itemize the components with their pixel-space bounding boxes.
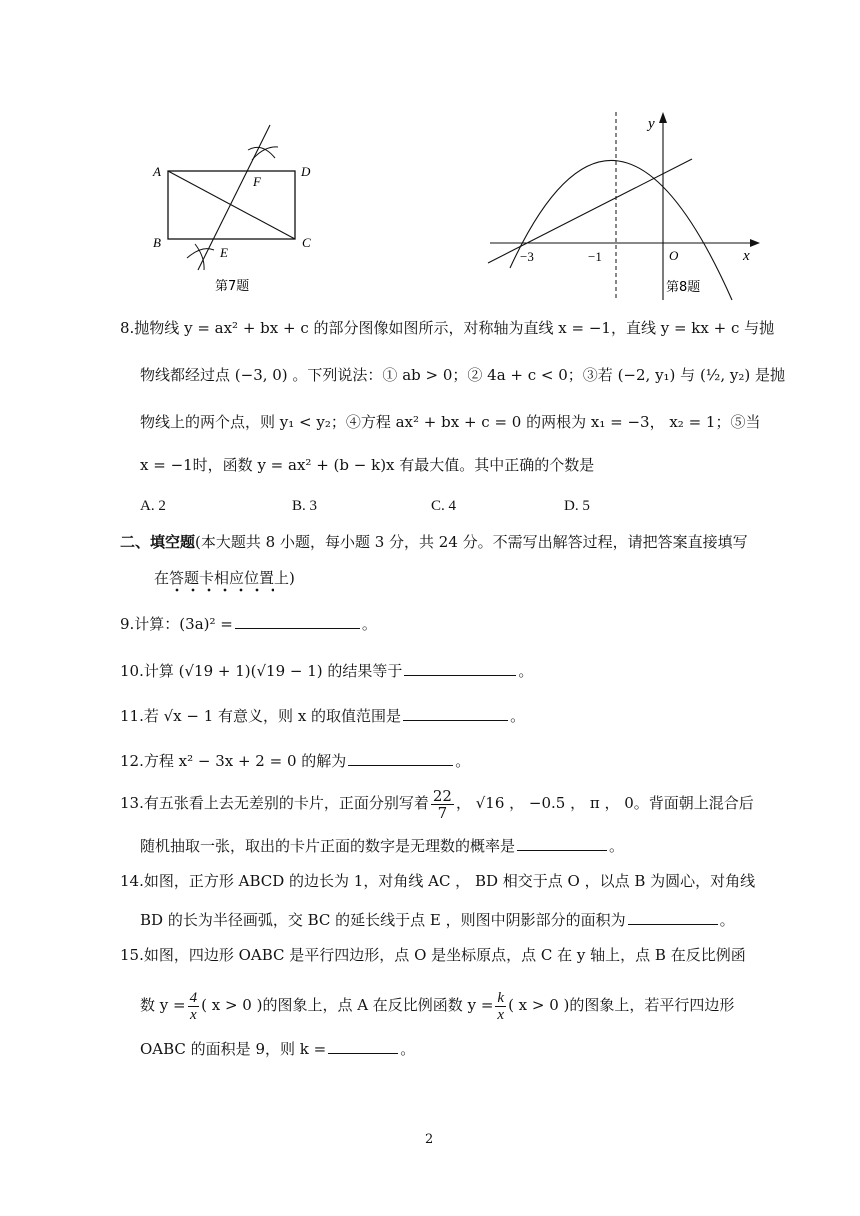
tick-neg3-label: −3 <box>520 249 534 264</box>
q15-f1-denominator: x <box>190 1006 197 1023</box>
q15-text-d: OABC 的面积是 9，则 k = <box>140 1040 327 1058</box>
q13-line2 <box>140 834 624 856</box>
q13-suffix: 。 <box>609 837 625 855</box>
section2-desc-line2 <box>154 568 295 588</box>
q15-text-c: ( x > 0 )的图象上，若平行四边形 <box>508 996 735 1014</box>
q13-text-c: 随机抽取一张，取出的卡片正面的数字是无理数的概率是 <box>140 837 516 855</box>
q15-fraction-2 <box>495 990 506 1023</box>
q13-text-b: ， √16 ， −0.5 ， π ， 0。背面朝上混合后 <box>455 794 754 812</box>
page-number: 2 <box>425 1132 434 1147</box>
q12-answer-blank[interactable] <box>348 749 453 766</box>
q15-fraction-1 <box>188 990 200 1023</box>
q11-text: 11.若 √x − 1 有意义，则 x 的取值范围是 <box>120 707 402 725</box>
q13-line1 <box>120 785 754 821</box>
figure-7 <box>140 120 340 300</box>
q14-text: BD 的长为半径画弧，交 BC 的延长线于点 E ，则图中阴影部分的面积为 <box>140 911 626 929</box>
q8-choice-a: A. 2 <box>140 498 166 514</box>
q15-line1: 15.如图，四边形 OABC 是平行四边形，点 O 是坐标原点，点 C 在 y 轴上，点 B 在反比例函 <box>120 946 746 964</box>
section2-desc: (本大题共 8 小题，每小题 3 分，共 24 分。不需写出解答过程，请把答案直接填写 <box>195 533 748 551</box>
q8-choice-b: B. 3 <box>292 498 318 514</box>
q11 <box>120 704 525 726</box>
q13-answer-blank[interactable] <box>517 834 607 851</box>
q10-text: 10.计算 (√19 + 1)(√19 − 1) 的结果等于 <box>120 662 403 680</box>
q11-answer-blank[interactable] <box>403 704 508 721</box>
point-B-label: B <box>153 235 161 250</box>
q13-frac-numerator: 22 <box>432 786 452 805</box>
section2-title: 二、填空题 <box>120 533 196 551</box>
point-D-label: D <box>301 164 311 179</box>
q8-line3: 物线上的两个点，则 y₁ < y₂；④方程 ax² + bx + c = 0 的两根为 x₁ = −3， x₂ = 1；⑤当 <box>140 413 761 431</box>
q14-line2 <box>140 908 735 930</box>
point-F-label: F <box>253 174 261 189</box>
tick-neg1-label: −1 <box>588 249 602 264</box>
q8-choice-d: D. 5 <box>564 498 590 514</box>
q9-answer-blank[interactable] <box>235 612 360 629</box>
point-C-label: C <box>302 235 311 250</box>
q15-f2-denominator: x <box>497 1006 505 1023</box>
q8-line1: 8.抛物线 y = ax² + bx + c 的部分图像如图所示，对称轴为直线 x = −1，直线 y = kx + c 与抛 <box>120 319 775 337</box>
q13-text-a: 13.有五张看上去无差别的卡片，正面分别写着 <box>120 794 429 812</box>
q15-answer-blank[interactable] <box>328 1037 398 1054</box>
q14-suffix: 。 <box>719 911 735 929</box>
q11-suffix: 。 <box>510 707 526 725</box>
q15-text-b: ( x > 0 )的图象上，点 A 在反比例函数 y = <box>201 996 494 1014</box>
q10-answer-blank[interactable] <box>404 659 516 676</box>
q8-line4: x = −1时，函数 y = ax² + (b − k)x 有最大值。其中正确的个数是 <box>140 456 595 474</box>
q8-choice-c: C. 4 <box>431 498 457 514</box>
origin-label: O <box>669 248 679 263</box>
q14-line1: 14.如图，正方形 ABCD 的边长为 1，对角线 AC ， BD 相交于点 O ，以点 B 为圆心，对角线 <box>120 872 756 890</box>
q13-fraction <box>431 788 454 821</box>
section2-desc2-prefix: 在 <box>154 569 170 587</box>
q15-text-a: 数 y = <box>140 996 186 1014</box>
q10 <box>120 659 533 681</box>
q8-line2: 物线都经过点 (−3, 0) 。下列说法：① ab > 0；② 4a + c < 0；③若 (−2, y₁) 与 (½, y₂) 是抛 <box>140 366 785 384</box>
point-E-label: E <box>220 245 228 260</box>
figure-8-caption: 第8题 <box>666 280 701 295</box>
q12-suffix: 。 <box>455 752 471 770</box>
q9 <box>120 612 377 634</box>
q10-suffix: 。 <box>518 662 534 680</box>
q12 <box>120 749 470 771</box>
q14-answer-blank[interactable] <box>628 908 718 925</box>
section2-heading <box>120 532 748 552</box>
q12-text: 12.方程 x² − 3x + 2 = 0 的解为 <box>120 752 347 770</box>
axis-y-label: y <box>648 116 655 132</box>
q15-f1-numerator: 4 <box>189 989 198 1006</box>
figure-7-caption: 第7题 <box>215 279 250 294</box>
axis-x-label: x <box>743 248 750 264</box>
figure-8 <box>480 108 770 303</box>
section2-desc2-emph: 答题卡相应位置 <box>169 569 274 593</box>
q15-line2 <box>140 987 734 1023</box>
q13-frac-denominator: 7 <box>437 803 448 822</box>
point-A-label: A <box>153 164 161 179</box>
q9-suffix: 。 <box>361 615 377 633</box>
q15-line3 <box>140 1037 415 1059</box>
q9-text: 9.计算：(3a)² = <box>120 615 233 633</box>
q15-suffix: 。 <box>400 1040 416 1058</box>
q15-f2-numerator: k <box>497 989 505 1006</box>
section2-desc2-suffix: 上) <box>274 569 295 587</box>
